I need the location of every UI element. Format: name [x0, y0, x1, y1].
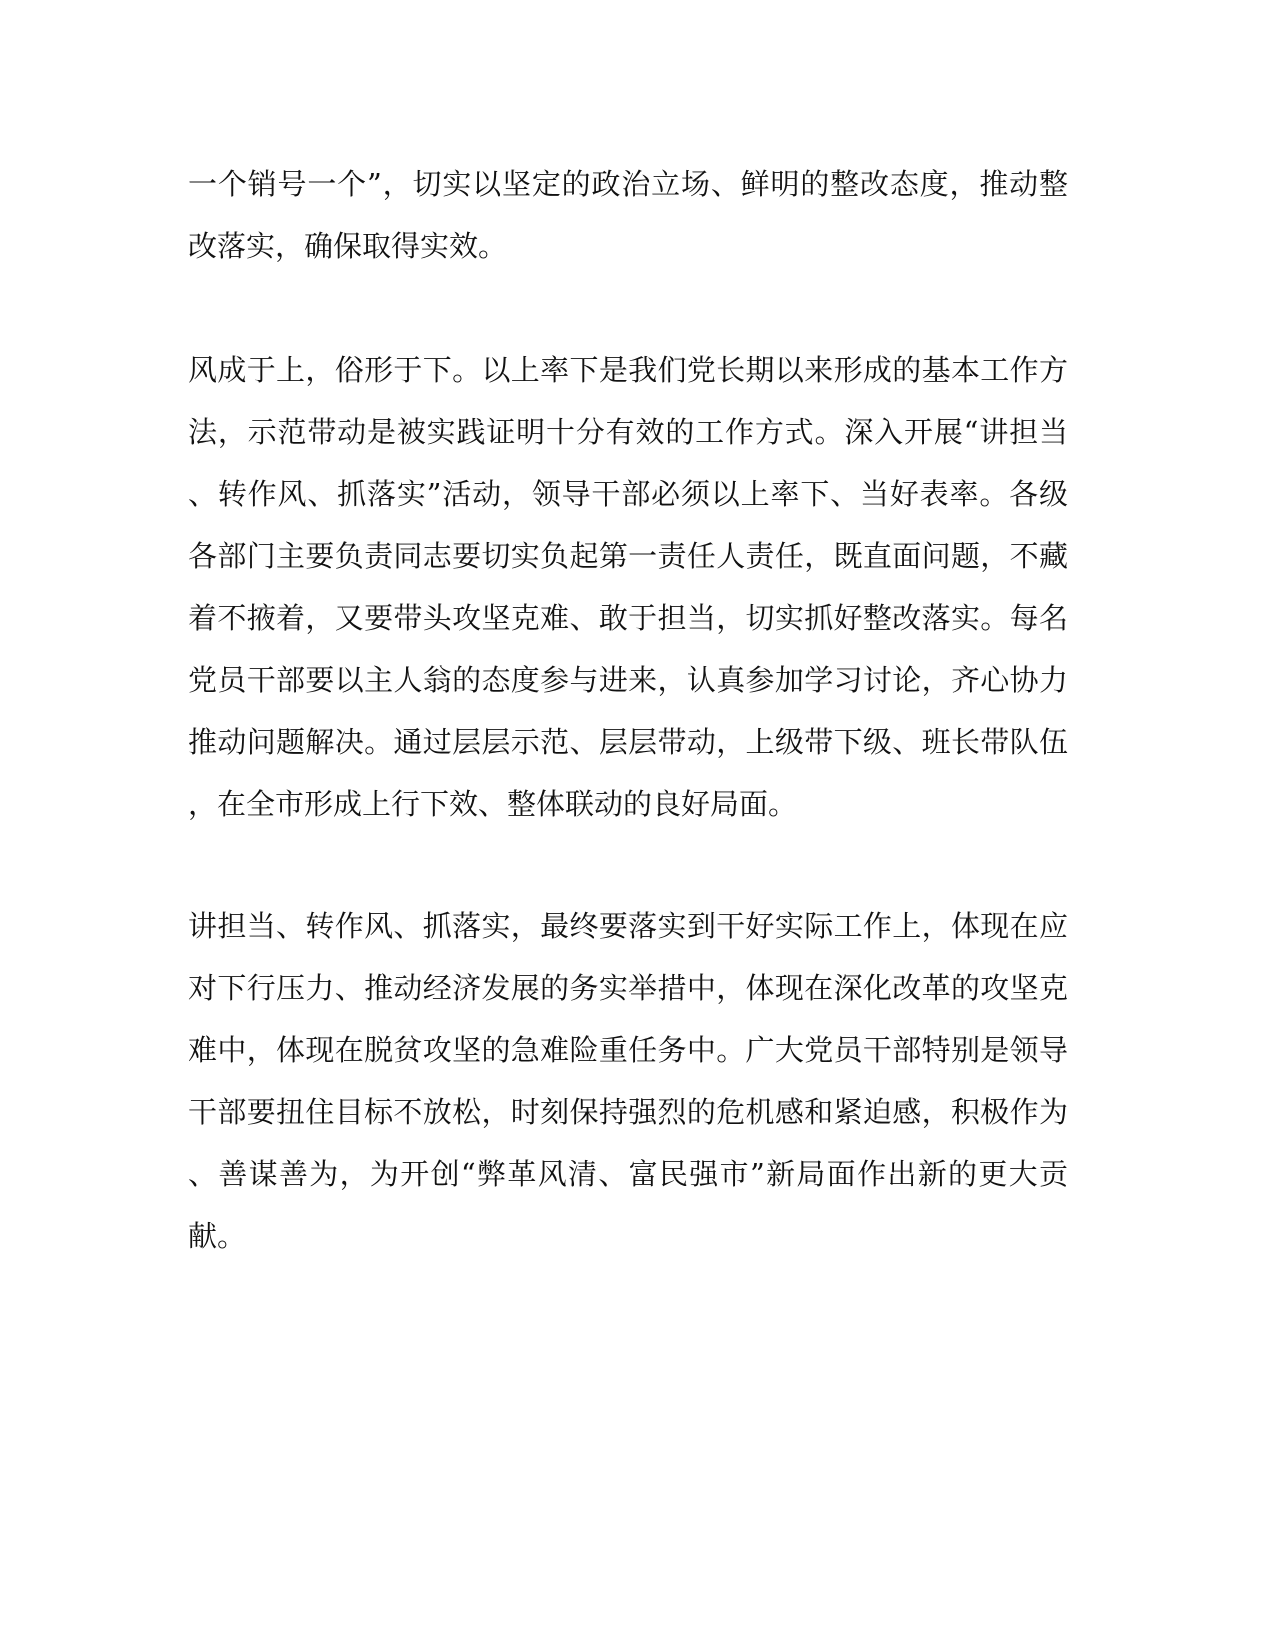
text-line: 各部门主要负责同志要切实负起第一责任人责任，既直面问题，不藏 [188, 539, 1068, 573]
text-line: 改落实，确保取得实效。 [188, 229, 508, 263]
text-line: 风成于上，俗形于下。以上率下是我们党长期以来形成的基本工作方 [188, 353, 1068, 387]
text-line: 对下行压力、推动经济发展的务实举措中，体现在深化改革的攻坚克 [188, 971, 1068, 1005]
text-line: 着不掖着，又要带头攻坚克难、敢于担当，切实抓好整改落实。每名 [188, 601, 1068, 635]
text-line: 难中，体现在脱贫攻坚的急难险重任务中。广大党员干部特别是领导 [188, 1033, 1068, 1067]
text-line: 党员干部要以主人翁的态度参与进来，认真参加学习讨论，齐心协力 [188, 663, 1068, 697]
text-line: 讲担当、转作风、抓落实，最终要落实到干好实际工作上，体现在应 [188, 909, 1068, 943]
text-line: 推动问题解决。通过层层示范、层层带动，上级带下级、班长带队伍 [188, 725, 1068, 759]
text-line: 干部要扭住目标不放松，时刻保持强烈的危机感和紧迫感，积极作为 [188, 1095, 1068, 1129]
text-line: 、善谋善为，为开创“弊革风清、富民强市”新局面作出新的更大贡 [188, 1157, 1068, 1191]
text-line: ，在全市形成上行下效、整体联动的良好局面。 [188, 787, 798, 821]
text-line: 献。 [188, 1219, 247, 1253]
text-line: 、转作风、抓落实”活动，领导干部必须以上率下、当好表率。各级 [188, 477, 1068, 511]
text-line: 一个销号一个”，切实以坚定的政治立场、鲜明的整改态度，推动整 [188, 167, 1068, 201]
text-line: 法，示范带动是被实践证明十分有效的工作方式。深入开展“讲担当 [188, 415, 1068, 449]
